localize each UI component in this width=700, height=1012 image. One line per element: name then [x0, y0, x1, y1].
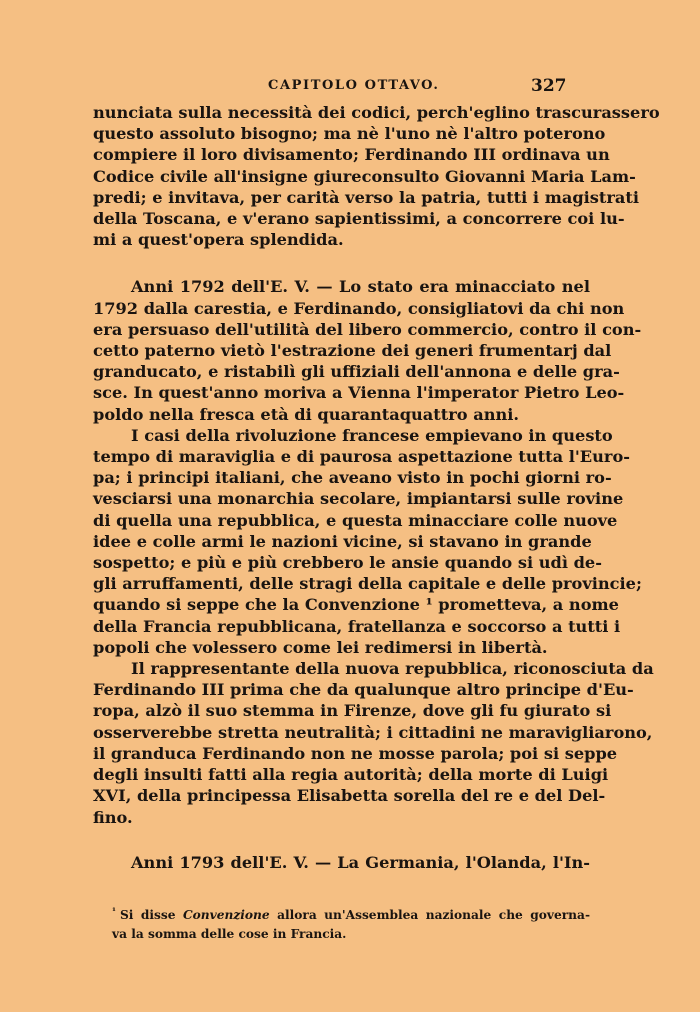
text-line: era persuaso dell'utilità del libero commercio, contro il con-: [93, 319, 642, 339]
text-line: vesciarsi una monarchia secolare, impiantarsi sulle rovine: [93, 489, 624, 509]
text-line: compiere il loro divisamento; Ferdinando III ordinava un: [93, 145, 610, 165]
text-line: I casi della rivoluzione francese empievano in questo: [131, 425, 613, 445]
text-line: osserverebbe stretta neutralità; i cittadini ne maravigliarono,: [93, 722, 653, 742]
text-line: il granduca Ferdinando non ne mosse parola; poi si seppe: [93, 743, 618, 763]
footnote-line: [112, 903, 590, 925]
body-text: [93, 102, 660, 873]
text-line: sce. In quest'anno moriva a Vienna l'imperator Pietro Leo-: [93, 383, 625, 403]
paragraph-1: [93, 102, 660, 250]
text-line: di quella una repubblica, e questa minacciare colle nuove: [93, 510, 618, 530]
text-line: della Toscana, e v'erano sapientissimi, a concorrere coi lu-: [93, 209, 625, 229]
text-line: popoli che volessero come lei redimersi in libertà.: [93, 637, 548, 657]
text-line: ropa, alzò il suo stemma in Firenze, dove gli fu giurato si: [93, 701, 612, 721]
text-line: Anni 1793 dell'E. V. — La Germania, l'Olanda, l'In-: [131, 852, 590, 872]
text-line: 1792 dalla carestia, e Ferdinando, consigliatovi da chi non: [93, 298, 625, 318]
text-line: mi a quest'opera splendida.: [93, 230, 344, 250]
footnote: [112, 903, 590, 944]
text-line: Il rappresentante della nuova repubblica, riconosciuta da: [131, 659, 654, 679]
text-line: cetto paterno vietò l'estrazione dei generi frumentarj dal: [93, 341, 612, 361]
text-line: Codice civile all'insigne giureconsulto Giovanni Maria Lam-: [93, 166, 636, 186]
footnote-text: Si disse: [119, 908, 183, 923]
text-line: degli insulti fatti alla regia autorità; della morte di Luigi: [93, 765, 609, 785]
text-line: fino.: [93, 807, 133, 827]
text-line: poldo nella fresca età di quarantaquattro anni.: [93, 404, 520, 424]
paragraph-2: [93, 276, 642, 424]
running-header: [0, 76, 700, 100]
text-line: predi; e invitava, per carità verso la patria, tutti i magistrati: [93, 187, 640, 207]
chapter-title: CAPITOLO OTTAVO.: [268, 78, 440, 93]
text-line: tempo di maraviglia e di paurosa aspettazione tutta l'Euro-: [93, 447, 630, 467]
text-line: XVI, della principessa Elisabetta sorella del re e del Del-: [93, 786, 606, 806]
text-line: della Francia repubblicana, fratellanza e soccorso a tutti i: [93, 616, 621, 636]
page-number: 327: [531, 76, 567, 96]
footnote-text: allora un'Assemblea nazionale che governa-: [269, 908, 590, 923]
paragraph-4: [93, 658, 654, 828]
text-line: sospetto; e più e più crebbero le ansie quando si udì de-: [93, 553, 602, 573]
text-line: Ferdinando III prima che da qualunque altro principe d'Eu-: [93, 680, 634, 700]
footnote-italic-term: Convenzione: [182, 908, 270, 923]
text-line: Anni 1792 dell'E. V. — Lo stato era minacciato nel: [131, 277, 590, 297]
footnote-line: va la somma delle cose in Francia.: [112, 927, 347, 942]
text-line: idee e colle armi le nazioni vicine, si stavano in grande: [93, 531, 592, 551]
text-line: gli arruffamenti, delle stragi della capitale e delle provincie;: [93, 574, 642, 594]
text-line: questo assoluto bisogno; ma nè l'uno nè l'altro poterono: [93, 124, 606, 144]
text-line: quando si seppe che la Convenzione ¹ prometteva, a nome: [93, 595, 619, 615]
text-line: pa; i principi italiani, che aveano visto in pochi giorni ro-: [93, 468, 612, 488]
text-line: granducato, e ristabilì gli uffiziali dell'annona e delle gra-: [93, 362, 620, 382]
paragraph-5: [93, 852, 590, 873]
text-line: nunciata sulla necessità dei codici, perch'eglino trascurassero: [93, 103, 660, 122]
footnote-mark: ¹: [112, 907, 116, 917]
paragraph-3: [93, 425, 642, 658]
